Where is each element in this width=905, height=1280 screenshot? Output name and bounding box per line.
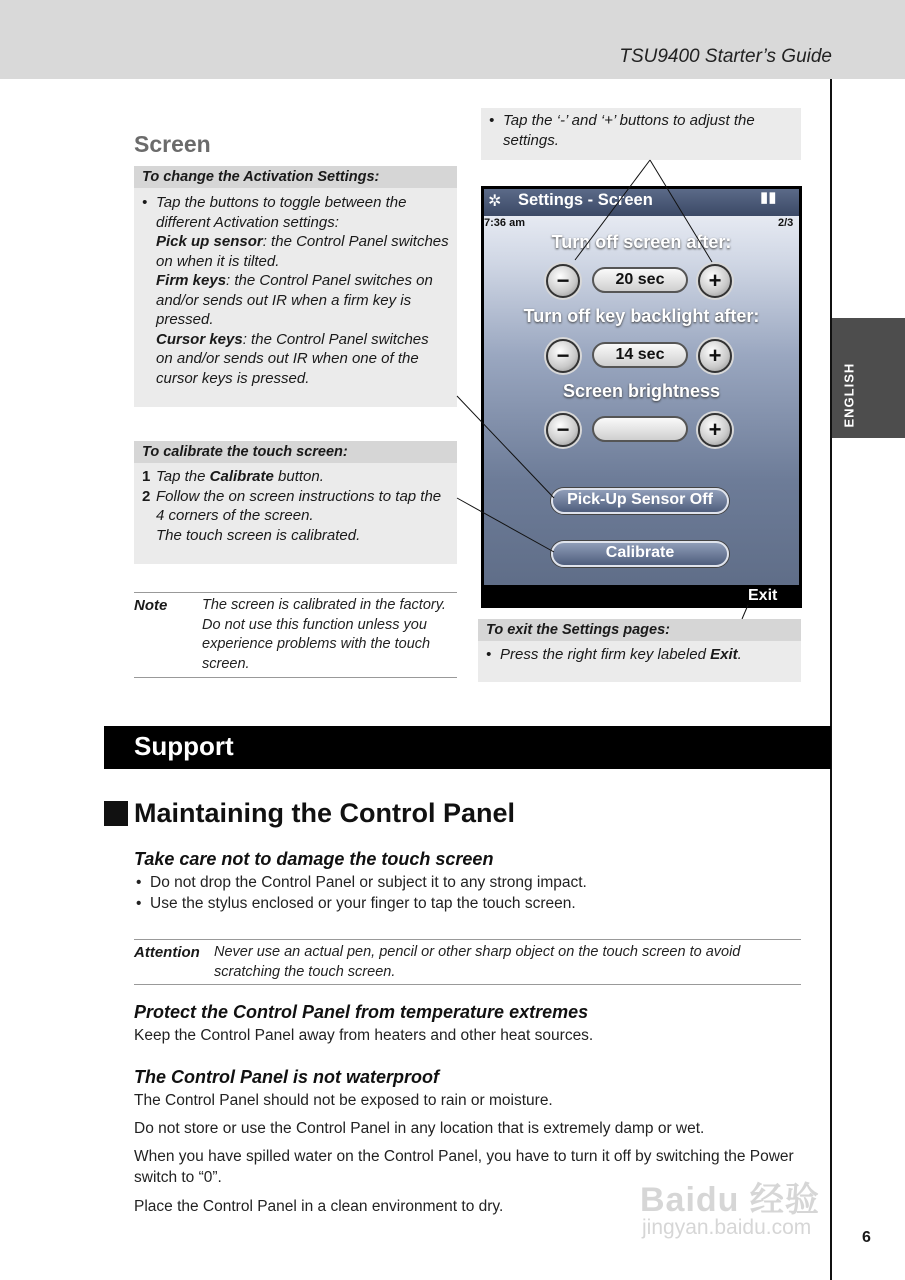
device-title: Settings - Screen bbox=[518, 191, 653, 209]
device-time: 7:36 am bbox=[484, 217, 525, 229]
watermark-logo: Baidu 经验 bbox=[640, 1181, 820, 1219]
device-page: 2/3 bbox=[778, 217, 794, 229]
exit-box-text: Press the right firm key labeled Exit. bbox=[500, 646, 742, 663]
brightness-label: Screen brightness bbox=[562, 381, 721, 401]
backlight-plus-button[interactable]: + bbox=[698, 339, 732, 373]
waterproof-p2: Do not store or use the Control Panel in any location that is extremely damp or wet. bbox=[134, 1120, 705, 1137]
brightness-minus-button[interactable]: − bbox=[546, 413, 580, 447]
temperature-text: Keep the Control Panel away from heaters and other heat sources. bbox=[134, 1027, 594, 1044]
activation-intro: • Tap the buttons to toggle between the different Activation settings: Pick up sensor: the Control Panel switches on when it is tilted. Firm keys: the Control Panel switches on and/or sends out IR when a firm key is pressed. Cursor keys: the Control Panel switches on and/or sends out IR when one of the cursor keys is pressed. bbox=[142, 194, 449, 387]
screen-heading: Screen bbox=[134, 131, 211, 157]
list-item: • Do not drop the Control Panel or subject it to any strong impact. bbox=[136, 874, 587, 891]
brightness-plus-button[interactable]: + bbox=[698, 413, 732, 447]
item-term: Pick up sensor bbox=[156, 233, 263, 250]
backlight-timeout-value: 14 sec bbox=[592, 342, 688, 368]
pickup-sensor-button[interactable]: Pick-Up Sensor Off bbox=[551, 488, 729, 514]
language-tab-label: ENGLISH bbox=[841, 362, 857, 428]
note-text: The screen is calibrated in the factory. Do not use this function unless you experience problems with the touch screen. bbox=[202, 597, 446, 672]
attention-text: Never use an actual pen, pencil or other sharp object on the touch screen to avoid scratching the touch screen. bbox=[214, 944, 741, 980]
tip-text: Tap the ‘-’ and ‘+’ buttons to adjust the settings. bbox=[503, 112, 755, 149]
page-number: 6 bbox=[862, 1229, 871, 1246]
note-label: Note bbox=[134, 597, 168, 614]
calibrate-button[interactable]: Calibrate bbox=[551, 541, 729, 567]
backlight-timeout-label: Turn off key backlight after: bbox=[523, 306, 760, 326]
exit-box-title: To exit the Settings pages: bbox=[478, 619, 801, 641]
document-title: TSU9400 Starter’s Guide bbox=[619, 46, 832, 67]
screen-timeout-label: Turn off screen after: bbox=[551, 232, 732, 252]
calibrate-step-1: 1 Tap the Calibrate button. bbox=[142, 468, 324, 485]
watermark-url: jingyan.baidu.com bbox=[642, 1216, 812, 1239]
screen-timeout-value: 20 sec bbox=[592, 267, 688, 293]
support-title: Support bbox=[134, 731, 234, 761]
activation-box-title: To change the Activation Settings: bbox=[134, 166, 457, 188]
maintaining-heading: Maintaining the Control Panel bbox=[134, 798, 516, 828]
attention-block bbox=[134, 939, 801, 985]
battery-icon: ▮▮ bbox=[760, 189, 777, 206]
screen-timeout-plus-button[interactable]: + bbox=[698, 264, 732, 298]
attention-label: Attention bbox=[134, 944, 200, 961]
waterproof-p1: The Control Panel should not be exposed to rain or moisture. bbox=[134, 1092, 553, 1109]
touch-bullet-list bbox=[136, 872, 587, 914]
exit-softkey[interactable]: Exit bbox=[748, 587, 778, 604]
backlight-minus-button[interactable]: − bbox=[546, 339, 580, 373]
settings-icon: ✲ bbox=[488, 193, 502, 210]
waterproof-p4: Place the Control Panel in a clean environment to dry. bbox=[134, 1198, 504, 1215]
waterproof-p3: When you have spilled water on the Control Panel, you have to turn it off by switching the Power switch to “0”. bbox=[134, 1148, 794, 1186]
list-item: • Use the stylus enclosed or your finger to tap the touch screen. bbox=[136, 895, 576, 912]
item-term: Cursor keys bbox=[156, 330, 243, 348]
item-term: Firm keys bbox=[156, 272, 227, 289]
exit-settings-box: To exit the Settings pages: • Press the right firm key labeled Exit. bbox=[478, 619, 801, 682]
touch-screen-heading: Take care not to damage the touch screen bbox=[134, 849, 494, 869]
tip-box: • Tap the ‘-’ and ‘+’ buttons to adjust the settings. bbox=[481, 108, 801, 160]
waterproof-heading: The Control Panel is not waterproof bbox=[134, 1067, 440, 1087]
calibrate-step-2: 2 Follow the on screen instructions to tap the 4 corners of the screen. The touch screen is calibrated. bbox=[142, 487, 442, 544]
heading-square-marker bbox=[104, 801, 128, 826]
temperature-heading: Protect the Control Panel from temperature extremes bbox=[134, 1002, 589, 1022]
screen-timeout-minus-button[interactable]: − bbox=[546, 264, 580, 298]
calibrate-box-title: To calibrate the touch screen: bbox=[134, 441, 457, 463]
